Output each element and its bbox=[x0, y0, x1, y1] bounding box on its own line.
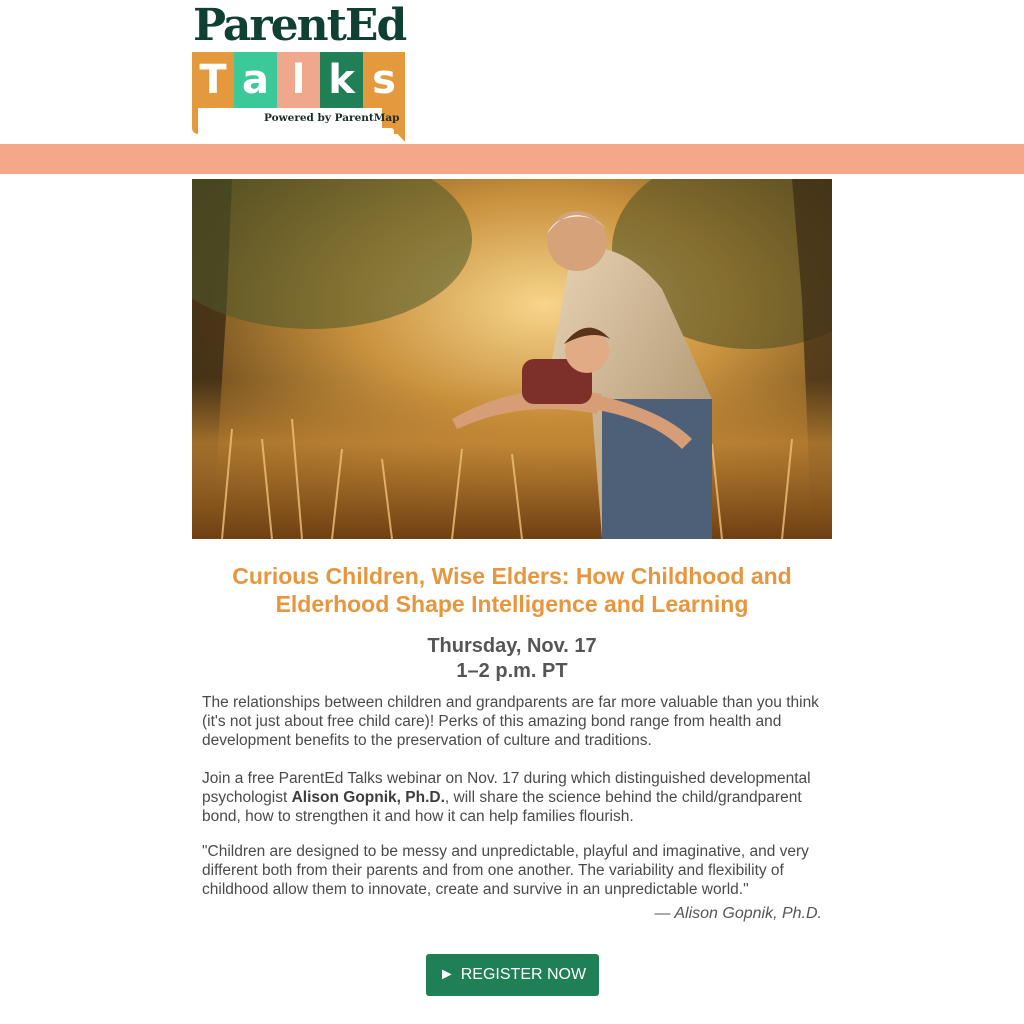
quote-attribution: — Alison Gopnik, Ph.D. bbox=[654, 905, 822, 922]
header-divider-band bbox=[0, 144, 1024, 174]
play-triangle-icon: ► bbox=[438, 966, 455, 983]
logo-title: ParentEd bbox=[193, 0, 406, 51]
event-time: 1–2 p.m. PT bbox=[456, 660, 568, 682]
meadow-photo-illustration bbox=[192, 179, 832, 539]
event-date: Thursday, Nov. 17 bbox=[427, 635, 597, 657]
speaker-name: Alison Gopnik, Ph.D. bbox=[291, 789, 445, 806]
quote-paragraph: "Children are designed to be messy and unpredictable, playful and imaginative, and very different both from their parents and from one another. The variability and flexibility of childhood allow them to innovate, create and survive in an unpredictable world." bbox=[202, 843, 809, 898]
register-now-button[interactable] bbox=[426, 954, 599, 996]
tile-letters bbox=[192, 52, 405, 108]
parented-talks-logo[interactable] bbox=[192, 0, 407, 140]
webinar-text-start: Join a free ParentEd Talks webinar on Nov. 17 during which distinguished developmental psychologist bbox=[202, 770, 811, 806]
register-now-label: REGISTER NOW bbox=[460, 966, 587, 983]
hero-image bbox=[192, 179, 832, 539]
tile-letter: l bbox=[291, 57, 306, 103]
tile-letter: k bbox=[328, 57, 355, 103]
intro-paragraph: The relationships between children and grandparents are far more valuable than you think (it's not just about free child care)! Perks of this amazing bond range from health and development benefits to the preservation of culture and traditions. bbox=[202, 694, 819, 749]
tile-letter: a bbox=[242, 57, 269, 103]
tile-letter: T bbox=[199, 57, 227, 103]
powered-by-text: Powered by ParentMap bbox=[264, 112, 400, 124]
event-datetime bbox=[192, 634, 832, 684]
webinar-paragraph bbox=[202, 769, 827, 826]
tile-letter: s bbox=[372, 57, 396, 103]
webinar-text-end: , will share the science behind the child/grandparent bond, how to strengthen it and how it can help families flourish. bbox=[202, 789, 802, 825]
event-title: Curious Children, Wise Elders: How Childhood and Elderhood Shape Intelligence and Learning bbox=[232, 563, 792, 617]
